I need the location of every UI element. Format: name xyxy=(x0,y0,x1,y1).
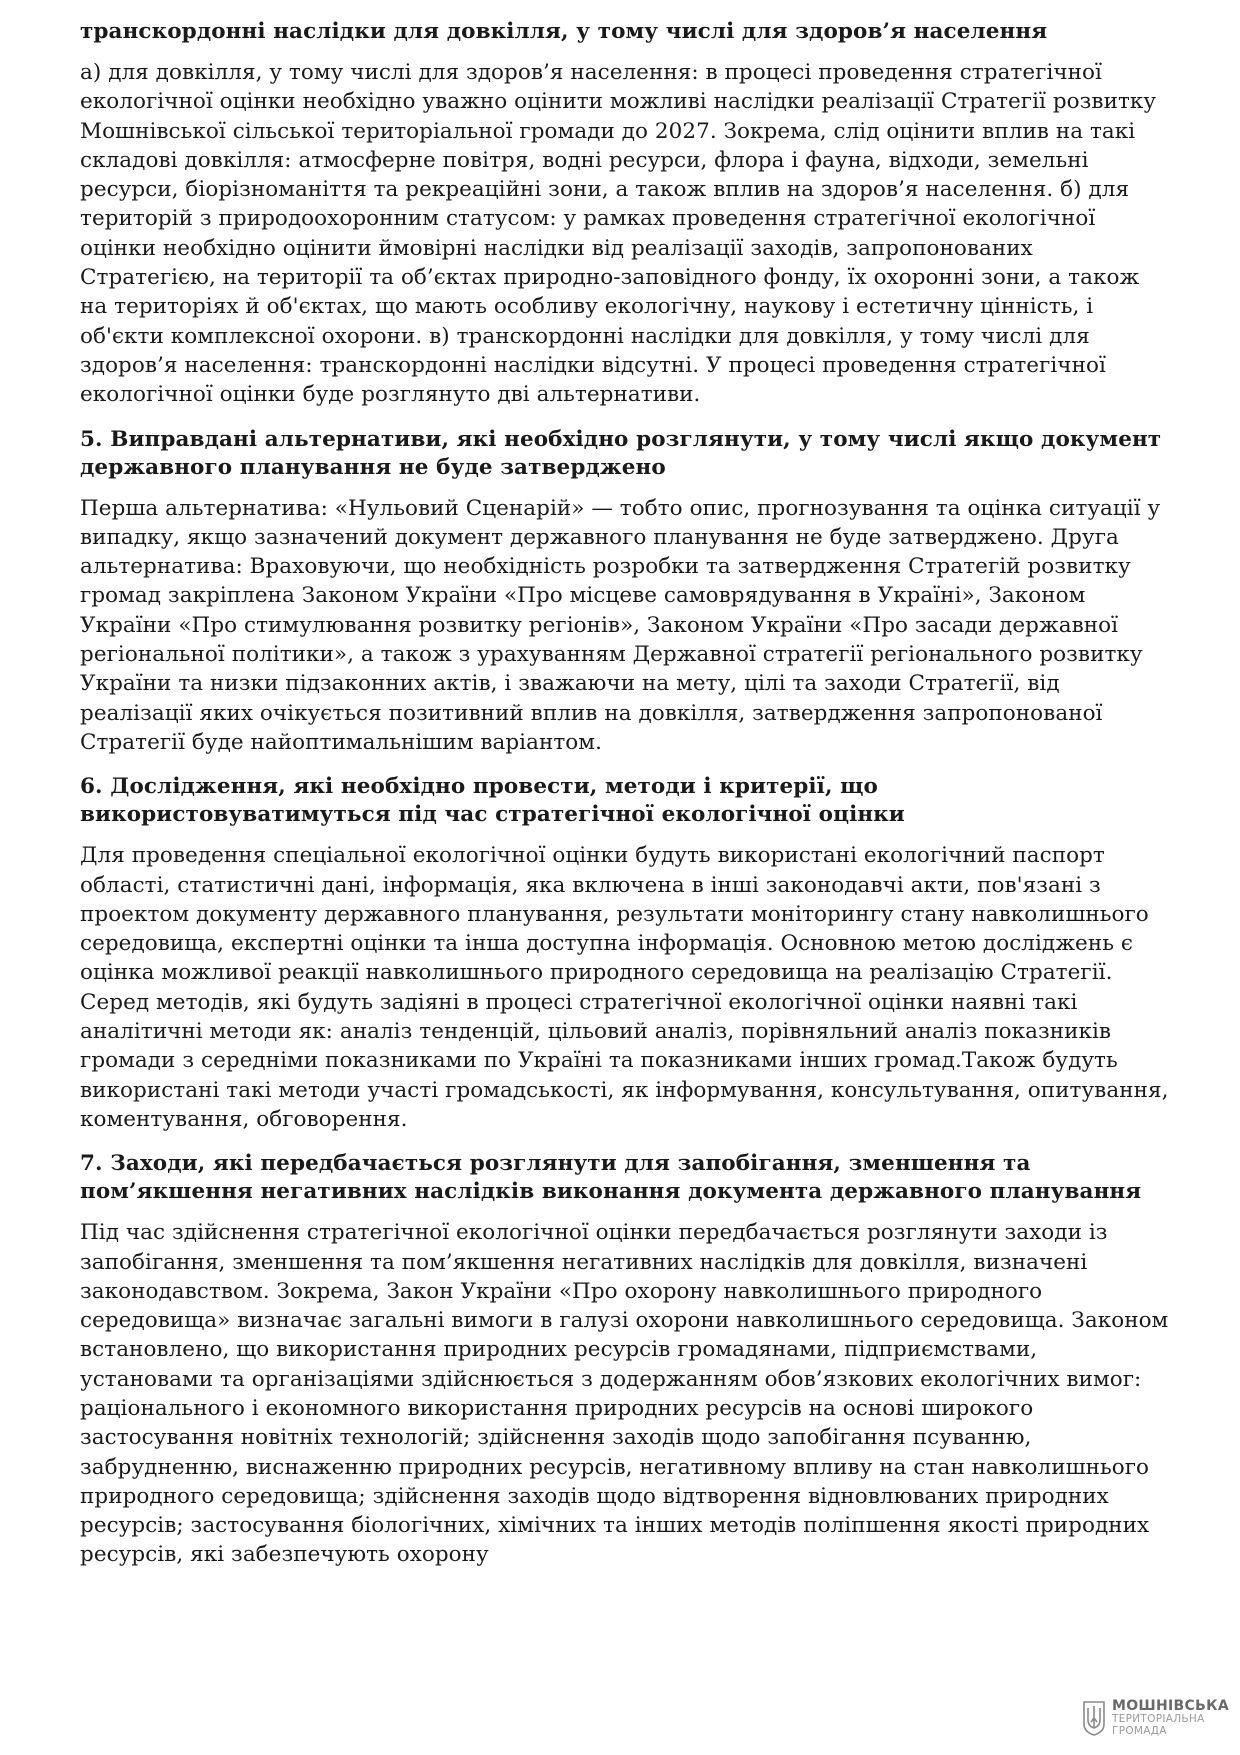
section-heading: транскордонні наслідки для довкілля, у тому числі для здоров’я населення xyxy=(80,19,1048,44)
section-paragraph: Для проведення спеціальної екологічної оцінки будуть використані екологічний паспорт області, статистичні дані, інформація, яка включена в інші законодавчі акти, пов'язані з проектом документу державного планування, результати моніторингу стану навколишнього середовища, експертні оцінки та інша доступна інформація. Основною метою досліджень є оцінка можливої реакції навколишнього природного середовища на реалізацію Стратегії. Серед методів, які будуть задіяні в процесі стратегічної екологічної оцінки наявні такі аналітичні методи як: аналіз тенденцій, цільовий аналіз, порівняльний аналіз показників громади з середніми показниками по Україні та показниками інших громад.Також будуть використані такі методи участі громадськості, як інформування, консультування, опитування, коментування, обговорення. xyxy=(80,843,1169,1132)
section-paragraph: а) для довкілля, у тому числі для здоров’я населення: в процесі проведення стратегічної екологічної оцінки необхідно уважно оцінити можливі наслідки реалізації Стратегії розвитку Мошнівської сільської територіальної громади до 2027. Зокрема, слід оцінити вплив на такі складові довкілля: атмосферне повітря, водні ресурси, флора і фауна, відходи, земельні ресурси, біорізноманіття та рекреаційні зони, а також вплив на здоров’я населення. б) для територій з природоохоронним статусом: у рамках проведення стратегічної екологічної оцінки необхідно оцінити ймовірні наслідки від реалізації заходів, запропонованих Стратегією, на території та об’єктах природно-заповідного фонду, їх охоронні зони, а також на територіях й об'єктах, що мають особливу екологічну, наукову і естетичну цінність, і об'єкти комплексної охорони. в) транскордонні наслідки для довкілля, у тому числі для здоров’я населення: транскордонні наслідки відсутні. У процесі проведення стратегічної екологічної оцінки буде розглянуто дві альтернативи. xyxy=(80,60,1157,408)
section-paragraph: Перша альтернатива: «Нульовий Сценарій» — тобто опис, прогнозування та оцінка ситуації у випадку, якщо зазначений документ державного планування не буде затверджено. Друга альтернатива: Враховуючи, що необхідність розробки та затвердження Стратегій розвитку громад закріплена Законом України «Про місцеве самоврядування в Україні», Законом України «Про стимулювання розвитку регіонів», Законом України «Про засади державної регіональної політики», а також з урахуванням Державної стратегії регіонального розвитку України та низки підзаконних актів, і зважаючи на мету, цілі та заходи Стратегії, від реалізації яких очікується позитивний вплив на довкілля, затвердження запропонованої Стратегії буде найоптимальнішим варіантом. xyxy=(80,495,1161,755)
document-page xyxy=(80,18,1170,1586)
logo-text xyxy=(1112,1700,1229,1737)
section-5 xyxy=(80,426,1170,758)
section-heading: 6. Дослідження, які необхідно провести, методи і критерії, що використовуватимуться під час стратегічної екологічної оцінки xyxy=(80,774,905,828)
section-7 xyxy=(80,1150,1170,1570)
community-logo xyxy=(1082,1700,1229,1737)
logo-line2: ТЕРИТОРІАЛЬНА xyxy=(1112,1713,1205,1725)
section-heading: 5. Виправдані альтернативи, які необхідно розглянути, у тому числі якщо документ державного планування не буде затверджено xyxy=(80,426,1162,480)
trident-icon xyxy=(1082,1700,1106,1736)
section-heading: 7. Заходи, які передбачається розглянути для запобігання, зменшення та пом’якшення негативних наслідків виконання документа державного планування xyxy=(80,1151,1142,1205)
section-paragraph: Під час здійснення стратегічної екологічної оцінки передбачається розглянути заходи із запобігання, зменшення та пом’якшення негативних наслідків для довкілля, визначені законодавством. Зокрема, Закон України «Про охорону навколишнього природного середовища» визначає загальні вимоги в галузі охорони навколишнього середовища. Законом встановлено, що використання природних ресурсів громадянами, підприємствами, установами та організаціями здійснюється з додержанням обов’язкових екологічних вимог: раціонального і економного використання природних ресурсів на основі широкого застосування новітніх технологій; здійснення заходів щодо запобігання псуванню, забрудненню, виснаженню природних ресурсів, негативному впливу на стан навколишнього природного середовища; здійснення заходів щодо відтворення відновлюваних природних ресурсів; застосування біологічних, хімічних та інших методів поліпшення якості природних ресурсів, які забезпечують охорону xyxy=(80,1220,1169,1568)
section-6 xyxy=(80,773,1170,1134)
section-4c xyxy=(80,18,1170,410)
logo-name: МОШНІВСЬКА xyxy=(1112,1698,1229,1714)
logo-line3: ГРОМАДА xyxy=(1112,1725,1167,1737)
